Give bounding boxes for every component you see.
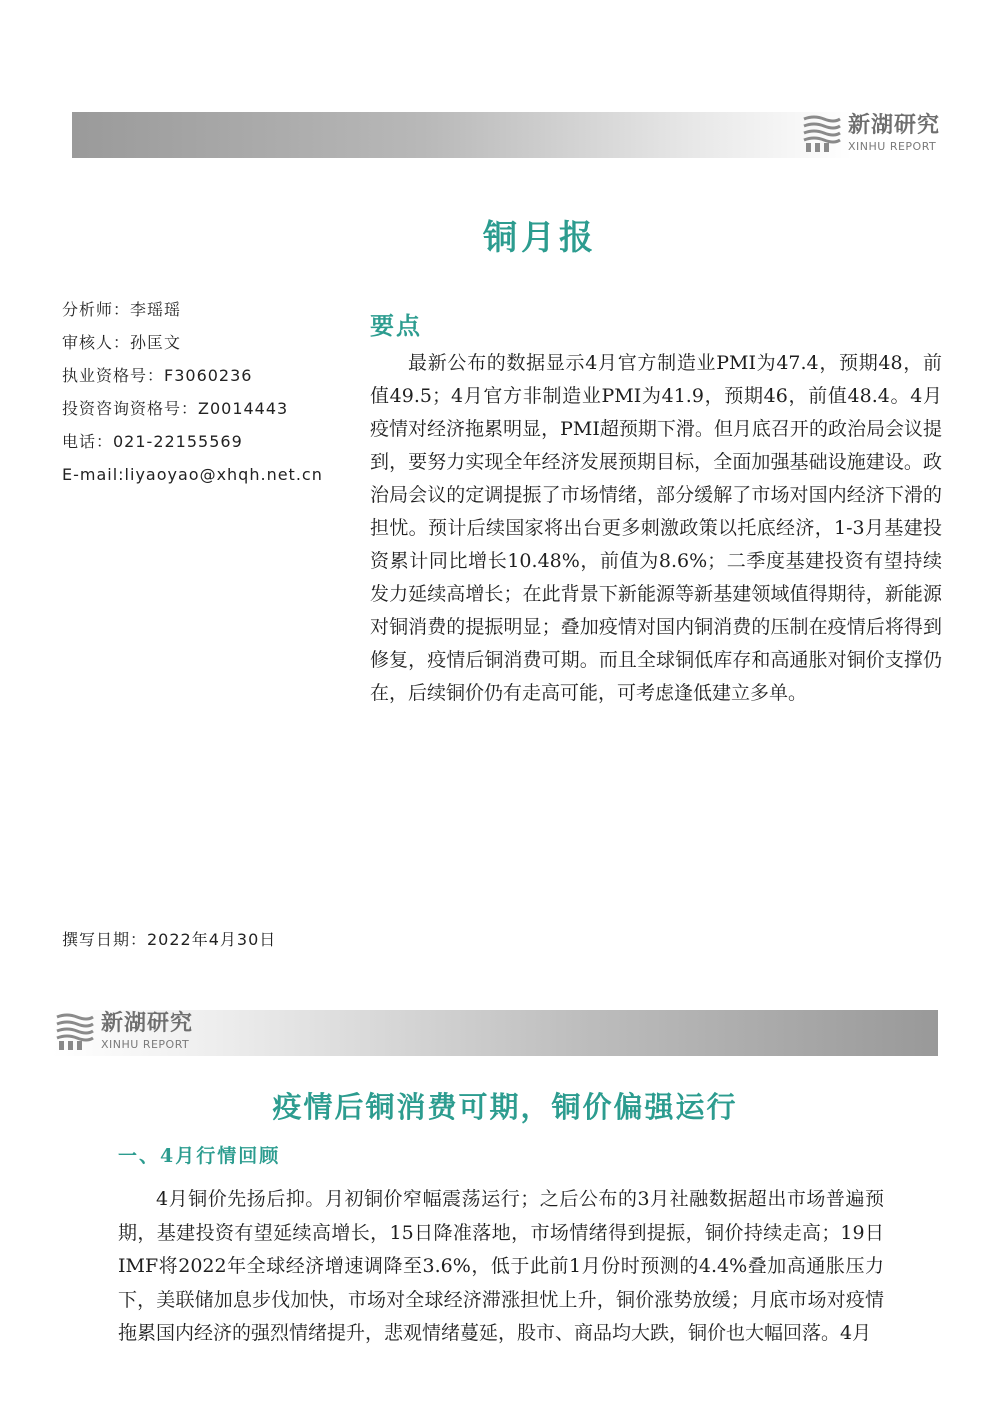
write-date: 撰写日期：2022年4月30日 — [62, 930, 277, 949]
reviewer-line: 审核人：孙匡文 — [62, 333, 182, 352]
logo-cn-text: 新湖研究 — [848, 113, 941, 138]
logo-cn-text: 新湖研究 — [101, 1011, 194, 1036]
phone-line: 电话：021-22155569 — [62, 432, 243, 451]
email-line: E-mail:liyaoyao@xhqh.net.cn — [62, 465, 323, 484]
section-text: 4月铜价先扬后抑。月初铜价窄幅震荡运行；之后公布的3月社融数据超出市场普遍预期，基建投资有望延续高增长，15日降准落地，市场情绪得到提振，铜价持续走高；19日IMF将2022年全球经济增速调降至3.6%，低于此前1月份时预测的4.4%叠加高通胀压力下，美联储加息步伐加快，市场对全球经济滞涨担忧上升，铜价涨势放缓；月底市场对疫情拖累国内经济的强烈情绪提升，悲观情绪蔓延，股市、商品均大跌，铜价也大幅回落。4月 — [118, 1188, 884, 1344]
section-title: 疫情后铜消费可期，铜价偏强运行 — [272, 1090, 738, 1124]
header-logo-page2 — [53, 1013, 193, 1051]
key-points-heading: 要点 — [370, 311, 422, 340]
xinhu-logo-icon — [800, 115, 842, 153]
consult-license-line: 投资咨询资格号：Z0014443 — [62, 399, 289, 418]
header-band — [72, 112, 852, 158]
section-subheading: 一、4月行情回顾 — [118, 1145, 281, 1167]
xinhu-logo-icon — [53, 1013, 95, 1051]
report-title: 铜月报 — [483, 218, 597, 258]
analyst-line: 分析师：李瑶瑶 — [62, 300, 182, 319]
header-logo — [800, 115, 940, 153]
logo-en-text: XINHU REPORT — [101, 1038, 190, 1051]
logo-en-text: XINHU REPORT — [848, 140, 937, 153]
license-line: 执业资格号：F3060236 — [62, 366, 253, 385]
author-meta — [62, 297, 323, 495]
key-points-text: 最新公布的数据显示4月官方制造业PMI为47.4，预期48，前值49.5；4月官方非制造业PMI为41.9，预期46，前值48.4。4月疫情对经济拖累明显，PMI超预期下滑。但月底召开的政治局会议提到，要努力实现全年经济发展预期目标，全面加强基础设施建设。政治局会议的定调提振了市场情绪，部分缓解了市场对国内经济下滑的担忧。预计后续国家将出台更多刺激政策以托底经济，1-3月基建投资累计同比增长10.48%，前值为8.6%；二季度基建投资有望持续发力延续高增长；在此背景下新能源等新基建领域值得期待，新能源对铜消费的提振明显；叠加疫情对国内铜消费的压制在疫情后将得到修复，疫情后铜消费可期。而且全球铜低库存和高通胀对铜价支撑仍在，后续铜价仍有走高可能，可考虑逢低建立多单。 — [370, 352, 942, 704]
